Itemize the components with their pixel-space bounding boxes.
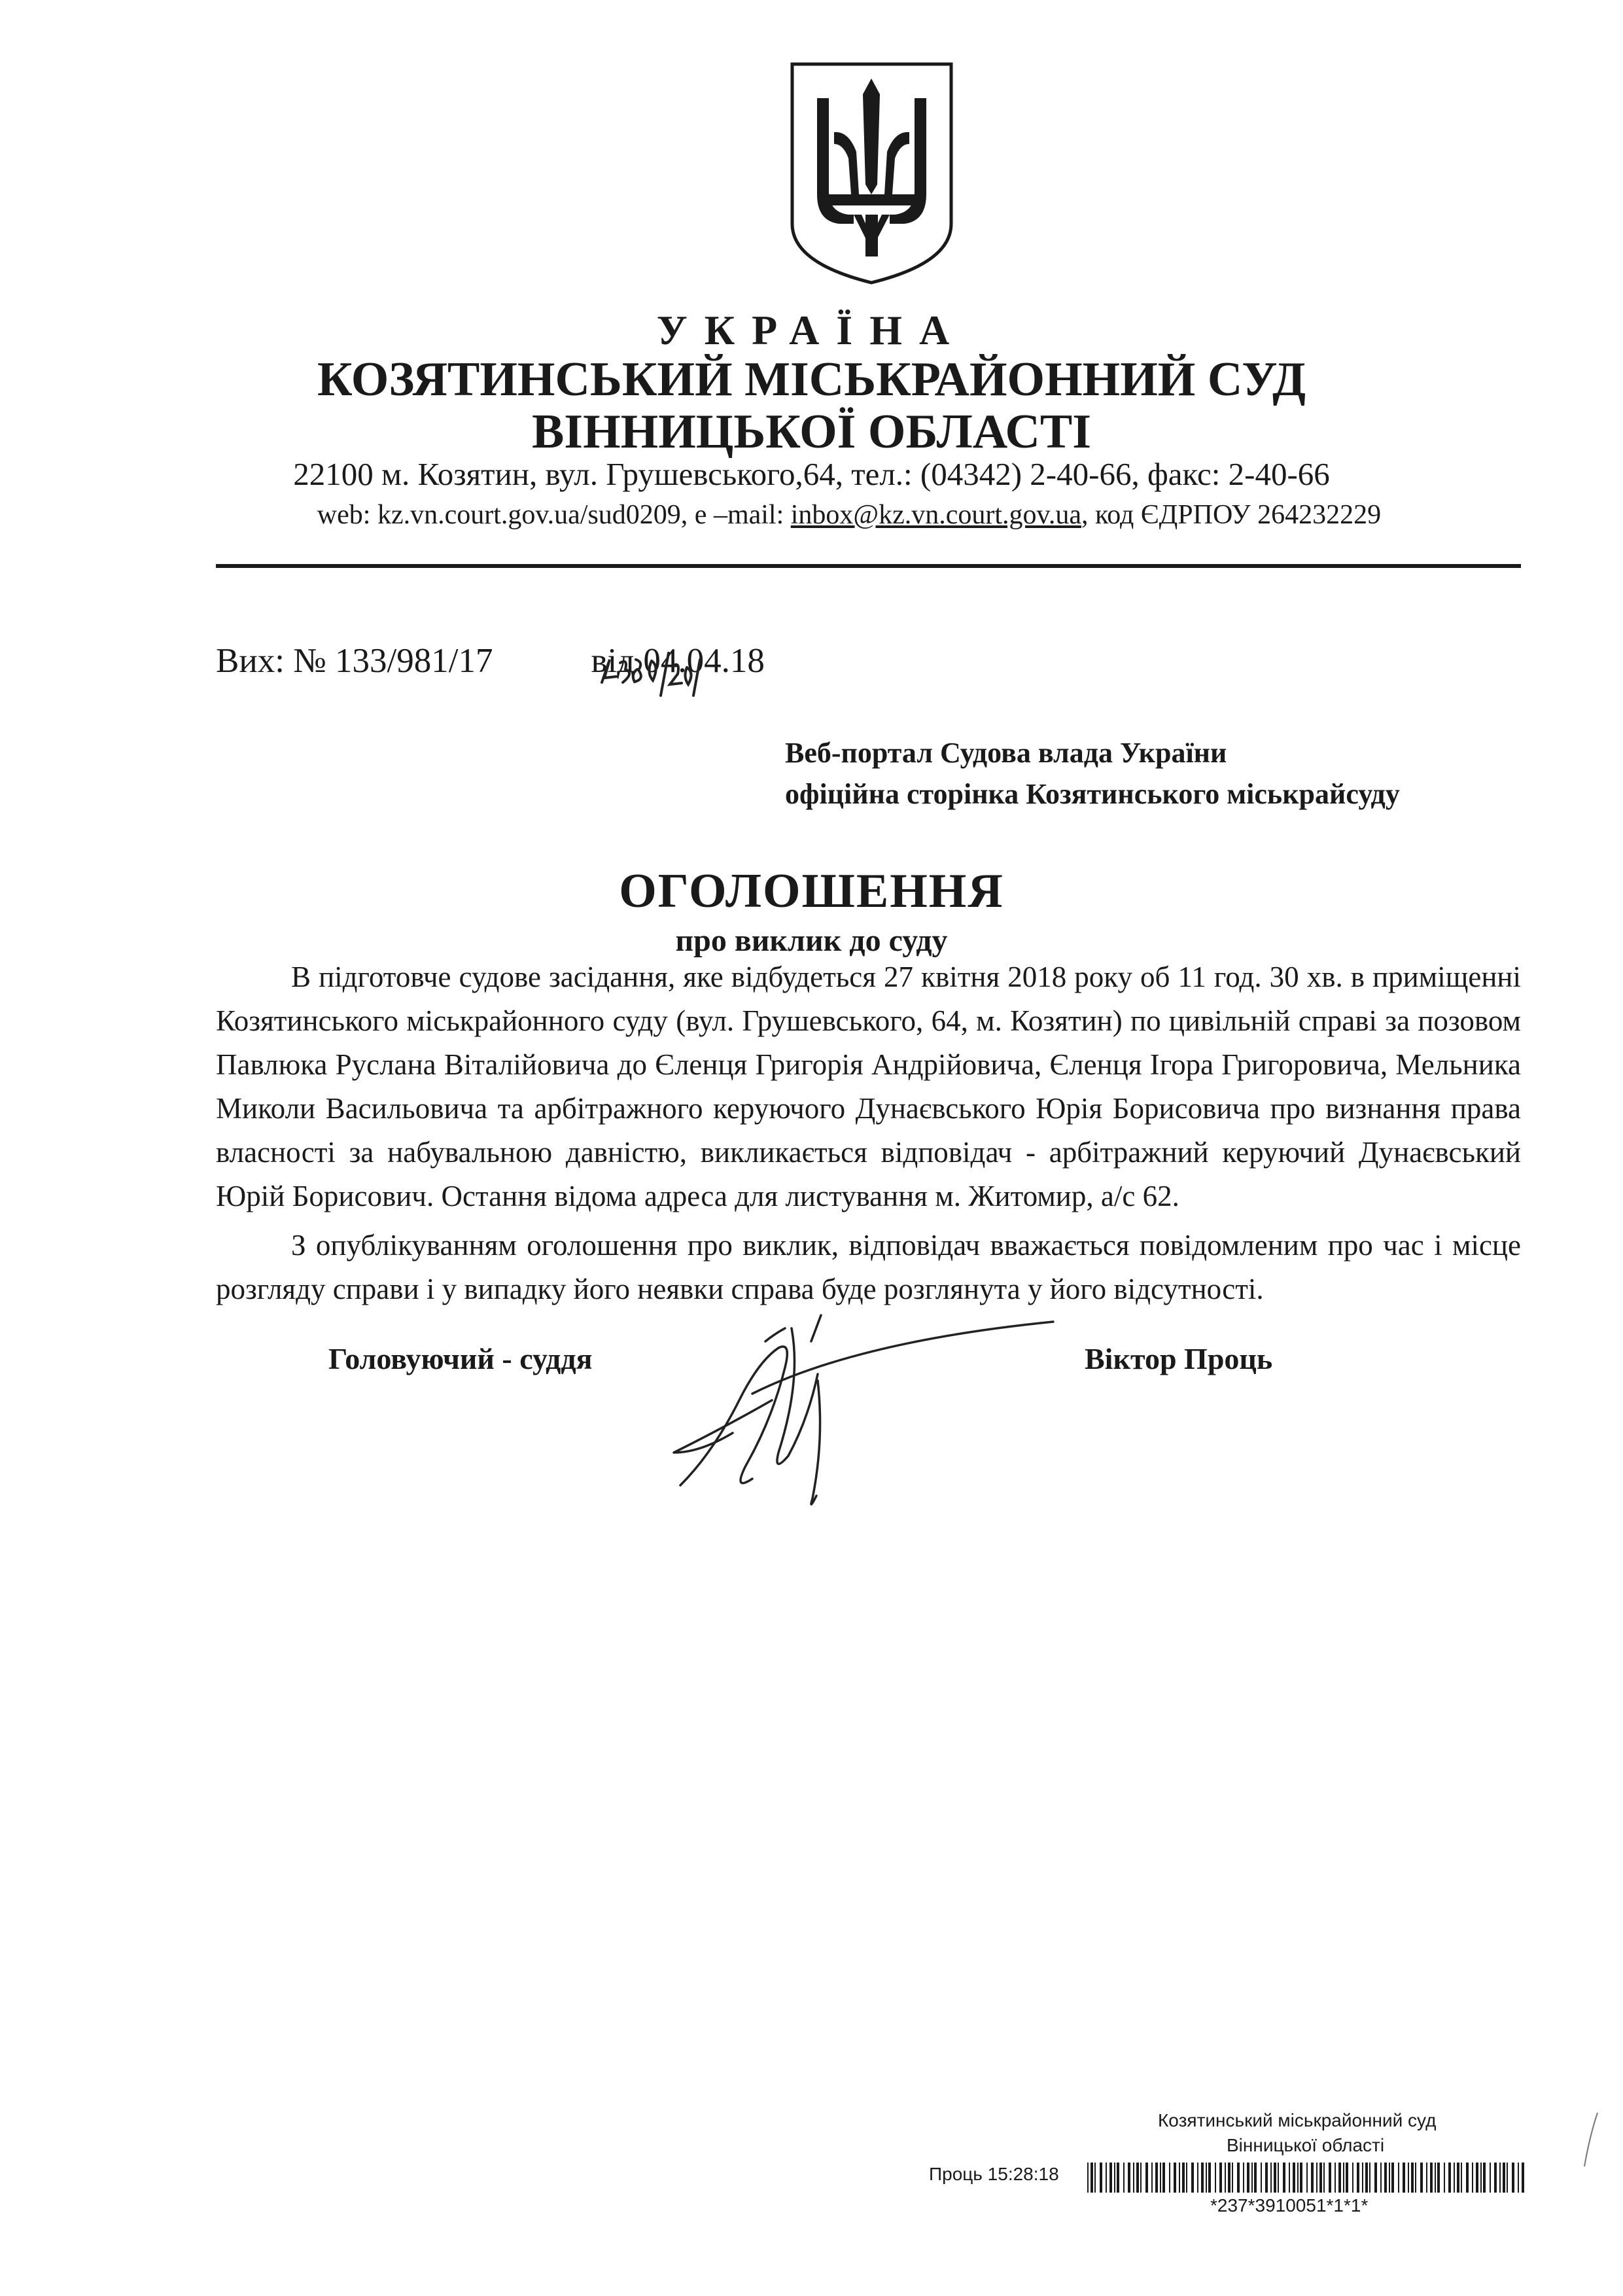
coat-of-arms-icon xyxy=(788,60,955,286)
registry-clerk-time: Проць 15:28:18 xyxy=(929,2164,1059,2184)
court-contacts xyxy=(215,499,1484,531)
state-name: УКРАЇНА xyxy=(656,307,967,353)
notice-paragraph-2-text: З опублікуванням оголошення про виклик, відповідач вважається повідомленим про час і місце розгляду справи і у випадку його неявки справа буде розглянута у його відсутності. xyxy=(216,1229,1521,1305)
web-address: web: kz.vn.court.gov.ua/sud0209, е –mail: xyxy=(317,500,791,530)
notice-paragraph-1-text: В підготовче судове засідання, яке відбудеться 27 квітня 2018 року об 11 год. 30 хв. в приміщенні Козятинського міськрайонного суду (вул. Грушевського, 64, м. Козятин) по цивільній справі за позовом Павлюка Руслана Віталійовича до Єленця Григорія Андрійовича, Єленця Ігора Григоровича, Мельника Миколи Васильовича та арбітражного керуючого Дунаєвського Юрія Борисовича про визнання права власності за набувальною давністю, викликається відповідач - арбітражний керуючий Дунаєвський Юрій Борисович. Остання відома адреса для листування м. Житомир, а/с 62. xyxy=(216,961,1521,1212)
court-name: КОЗЯТИНСЬКИЙ МІСЬКРАЙОННИЙ СУД xyxy=(317,353,1306,406)
registry-court-name: Козятинський міськрайонний суд xyxy=(1158,2110,1437,2130)
court-address: 22100 м. Козятин, вул. Грушевського,64, тел.: (04342) 2-40-66, факс: 2-40-66 xyxy=(293,456,1330,492)
signer-name: Віктор Проць xyxy=(1085,1342,1273,1375)
pen-mark-icon xyxy=(1578,2110,1604,2169)
outgoing-number: Вих: № 133/981/17 xyxy=(216,642,493,680)
registry-court-region: Вінницької області xyxy=(1227,2135,1385,2155)
notice-title: ОГОЛОШЕННЯ xyxy=(619,864,1004,918)
edrpou-code: , код ЄДРПОУ 264232229 xyxy=(1081,500,1382,530)
addressee-portal: Веб-портал Судова влада України xyxy=(785,737,1227,769)
registry-stamp xyxy=(929,2110,1531,2267)
header-divider xyxy=(216,564,1521,568)
court-region: ВІННИЦЬКОЇ ОБЛАСТІ xyxy=(531,405,1092,459)
barcode-icon xyxy=(1087,2163,1531,2193)
notice-paragraph-1 xyxy=(216,955,1521,1218)
outgoing-date: від 04.04.18 xyxy=(591,642,765,680)
handwritten-signature xyxy=(661,1302,1079,1518)
notice-paragraph-2 xyxy=(216,1224,1521,1311)
email-link[interactable]: inbox@kz.vn.court.gov.ua xyxy=(790,500,1081,530)
registry-number: *237*3910051*1*1* xyxy=(1210,2195,1369,2216)
handwritten-reference-note xyxy=(595,633,707,705)
notice-subtitle: про виклик до суду xyxy=(675,923,948,958)
addressee-page: офіційна сторінка Козятинського міськрайсуду xyxy=(785,778,1400,810)
signer-title: Головуючий - суддя xyxy=(328,1342,593,1375)
